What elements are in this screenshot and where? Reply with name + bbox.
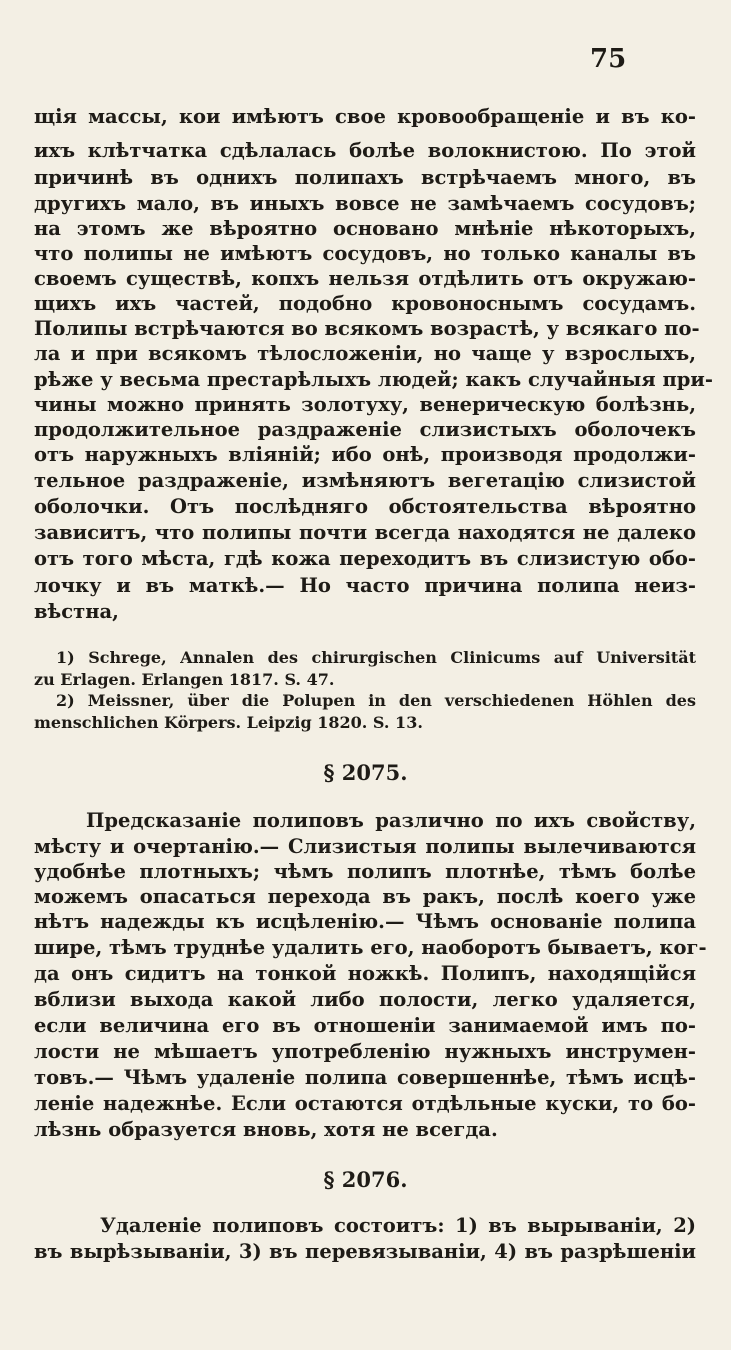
footnote-1: 1) Schrege, Annalen des chirurgischen Clinicums auf Universität xyxy=(56,648,696,667)
text-line: нѣтъ надежды къ исцѣленію.— Чѣмъ основаніе полипа xyxy=(34,910,696,933)
text-line: лѣзнь образуется вновь, хотя не всегда. xyxy=(34,1118,498,1141)
text-line: Предсказаніе полиповъ различно по ихъ свойству, xyxy=(86,809,696,832)
text-line: ихъ клѣтчатка сдѣлалась болѣе волокнистою. По этой xyxy=(34,139,696,162)
text-line: леніе надежнѣе. Если остаются отдѣльные куски, то бо- xyxy=(34,1092,696,1115)
text-line: щія массы, кои имѣютъ свое кровообращеніе и въ ко- xyxy=(34,105,696,128)
text-line: можемъ опасаться перехода въ ракъ, послѣ коего уже xyxy=(34,885,696,908)
section-heading-2076: § 2076. xyxy=(323,1167,408,1192)
text-line: лости не мѣшаетъ употребленію нужныхъ инструмен- xyxy=(34,1040,696,1063)
footnote-1-cont: zu Erlagen. Erlangen 1817. S. 47. xyxy=(34,670,335,689)
text-line: оболочки. Отъ послѣдняго обстоятельства вѣроятно xyxy=(34,495,696,518)
text-line: своемъ существѣ, копхъ нельзя отдѣлить отъ окружаю- xyxy=(34,267,696,290)
footnote-2: 2) Meissner, über die Polupen in den verschiedenen Höhlen des xyxy=(56,691,696,710)
text-line: что полипы не имѣютъ сосудовъ, но только каналы въ xyxy=(34,242,696,265)
page-number: 75 xyxy=(590,44,627,74)
text-line: вблизи выхода какой либо полости, легко удаляется, xyxy=(34,988,696,1011)
footnote-2-cont: menschlichen Körpers. Leipzig 1820. S. 13. xyxy=(34,713,423,732)
text-line: щихъ ихъ частей, подобно кровоноснымъ сосудамъ. xyxy=(34,292,696,315)
text-line: товъ.— Чѣмъ удаленіе полипа совершеннѣе, тѣмъ исцѣ- xyxy=(34,1066,696,1089)
text-line: рѣже у весьма престарѣлыхъ людей; какъ случайныя при- xyxy=(34,368,713,391)
text-line: чины можно принять золотуху, венерическую болѣзнь, xyxy=(34,393,696,416)
text-line: отъ наружныхъ вліяній; ибо онѣ, производя продолжи- xyxy=(34,443,696,466)
text-line: Полипы встрѣчаются во всякомъ возрастѣ, у всякаго по- xyxy=(34,317,700,340)
text-line: отъ того мѣста, гдѣ кожа переходитъ въ слизистую обо- xyxy=(34,547,696,570)
text-line: тельное раздраженіе, измѣняютъ вегетацію слизистой xyxy=(34,469,696,492)
text-line: если величина его въ отношеніи занимаемой имъ по- xyxy=(34,1014,696,1037)
text-line: мѣсту и очертанію.— Слизистыя полипы вылечиваются xyxy=(34,835,696,858)
text-line: продолжительное раздраженіе слизистыхъ оболочекъ xyxy=(34,418,696,441)
text-line: въ вырѣзываніи, 3) въ перевязываніи, 4) въ разрѣшеніи xyxy=(34,1240,696,1263)
text-line: на этомъ же вѣроятно основано мнѣніе нѣкоторыхъ, xyxy=(34,217,696,240)
text-line: Удаленіе полиповъ состоитъ: 1) въ вырываніи, 2) xyxy=(100,1214,696,1237)
text-line: да онъ сидитъ на тонкой ножкѣ. Полипъ, находящійся xyxy=(34,962,696,985)
text-line: причинѣ въ однихъ полипахъ встрѣчаемъ много, въ xyxy=(34,166,696,189)
text-line: шире, тѣмъ труднѣе удалить его, наоборотъ бываетъ, ког- xyxy=(34,936,707,959)
text-line: другихъ мало, въ иныхъ вовсе не замѣчаемъ сосудовъ; xyxy=(34,192,696,215)
section-heading-2075: § 2075. xyxy=(323,760,408,785)
text-line: вѣстна, xyxy=(34,600,119,623)
text-line: лочку и въ маткѣ.— Но часто причина полипа неиз- xyxy=(34,574,696,597)
text-line: зависитъ, что полипы почти всегда находятся не далеко xyxy=(34,521,696,544)
text-line: удобнѣе плотныхъ; чѣмъ полипъ плотнѣе, тѣмъ болѣе xyxy=(34,860,696,883)
text-line: ла и при всякомъ тѣлосложеніи, но чаще у взрослыхъ, xyxy=(34,342,696,365)
